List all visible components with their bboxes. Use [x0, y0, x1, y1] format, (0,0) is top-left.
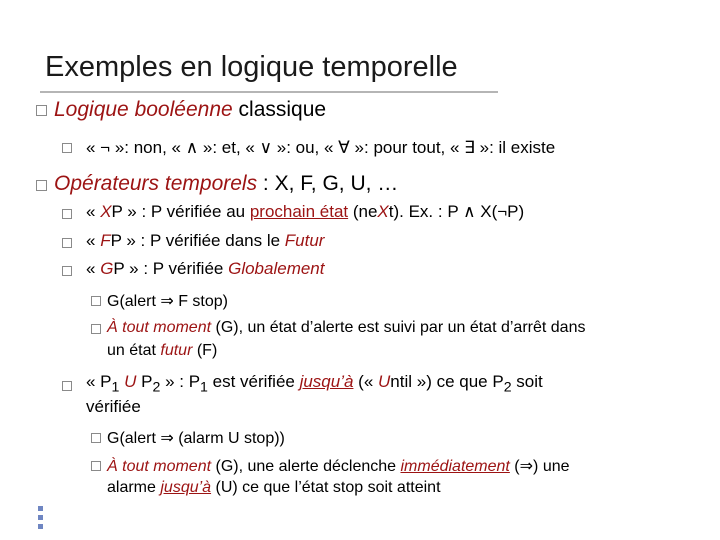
t: t). Ex. : P ∧ X(¬P) — [388, 202, 525, 221]
bullet-box-icon — [62, 381, 72, 391]
t: P — [136, 372, 153, 391]
t: P » : P vérifiée — [113, 259, 229, 278]
t: futur — [160, 342, 193, 359]
bullet-box-icon — [36, 180, 47, 191]
t: (F) — [192, 342, 218, 359]
t: (G), un état d’alerte est suivi par un état d’arrêt dans — [211, 319, 586, 336]
bullet-logique-booleenne — [54, 98, 326, 122]
bullet-box-icon — [62, 238, 72, 248]
g-example-explanation-cont — [107, 342, 217, 360]
operator-u-line-cont: vérifiée — [86, 397, 141, 416]
text-logique: Logique — [54, 98, 135, 121]
text-operateurs-temporels: Opérateurs temporels — [54, 172, 258, 195]
slide-title: Exemples en logique temporelle — [45, 51, 458, 83]
t: (⇒) une — [509, 458, 570, 475]
t: G — [100, 259, 114, 278]
t: « — [86, 259, 101, 278]
t: (« — [353, 372, 379, 391]
bullet-box-icon — [91, 296, 101, 306]
bullet-box-icon — [91, 461, 101, 471]
operator-f-line — [86, 231, 324, 251]
t: F — [100, 231, 111, 250]
t: ntil ») ce que P — [390, 372, 504, 391]
t: P » : P vérifiée dans le — [110, 231, 285, 250]
t: prochain état — [249, 202, 349, 221]
t: « P — [86, 372, 112, 391]
bullet-box-icon — [36, 105, 47, 116]
t: alarme — [107, 479, 161, 496]
text-operators-list: : X, F, G, U, … — [257, 172, 399, 195]
t: X — [377, 202, 389, 221]
operator-x-line — [86, 202, 524, 222]
t: un état — [107, 342, 161, 359]
t: « — [86, 202, 101, 221]
g-example-explanation — [107, 319, 585, 337]
operator-g-line — [86, 259, 324, 279]
u-example-explanation — [107, 456, 570, 476]
t: Globalement — [228, 259, 325, 278]
operator-u-line — [86, 372, 543, 395]
bullet-box-icon — [62, 209, 72, 219]
t: 2 — [152, 379, 161, 396]
t: U — [378, 372, 391, 391]
bullet-box-icon — [62, 266, 72, 276]
slide-marker-icon — [37, 505, 49, 536]
title-underline — [40, 91, 498, 93]
t: (U) ce que l’état stop soit atteint — [211, 479, 441, 496]
t: jusqu’à — [299, 372, 354, 391]
bullet-box-icon — [91, 433, 101, 443]
u-example-formula: G(alert ⇒ (alarm U stop)) — [107, 430, 285, 447]
t: 1 — [111, 379, 120, 396]
g-example-formula: G(alert ⇒ F stop) — [107, 293, 228, 310]
t: Futur — [284, 231, 325, 250]
t: À tout moment — [107, 458, 212, 475]
text-classique: classique — [232, 98, 327, 121]
t: P » : P vérifiée au — [111, 202, 250, 221]
t: U — [124, 372, 137, 391]
t: » : P — [160, 372, 201, 391]
t: 1 — [200, 379, 208, 396]
bullet-box-icon — [62, 143, 72, 153]
text-booleenne: booléenne — [134, 98, 233, 121]
t: À tout moment — [107, 319, 212, 336]
t: jusqu’à — [160, 479, 212, 496]
u-example-explanation-cont — [107, 479, 441, 497]
bullet-operateurs — [54, 172, 398, 196]
t: « — [86, 231, 101, 250]
t: (G), une alerte déclenche — [211, 458, 401, 475]
t: (ne — [348, 202, 378, 221]
t: X — [100, 202, 112, 221]
bullet-box-icon — [91, 324, 101, 334]
t: est vérifiée — [207, 372, 300, 391]
t: immédiatement — [400, 458, 510, 475]
t: soit — [511, 372, 543, 391]
connectives-line: « ¬ »: non, « ∧ »: et, « ∨ »: ou, « ∀ »: pour tout, « ∃ »: il existe — [86, 138, 556, 157]
t: 2 — [503, 379, 512, 396]
